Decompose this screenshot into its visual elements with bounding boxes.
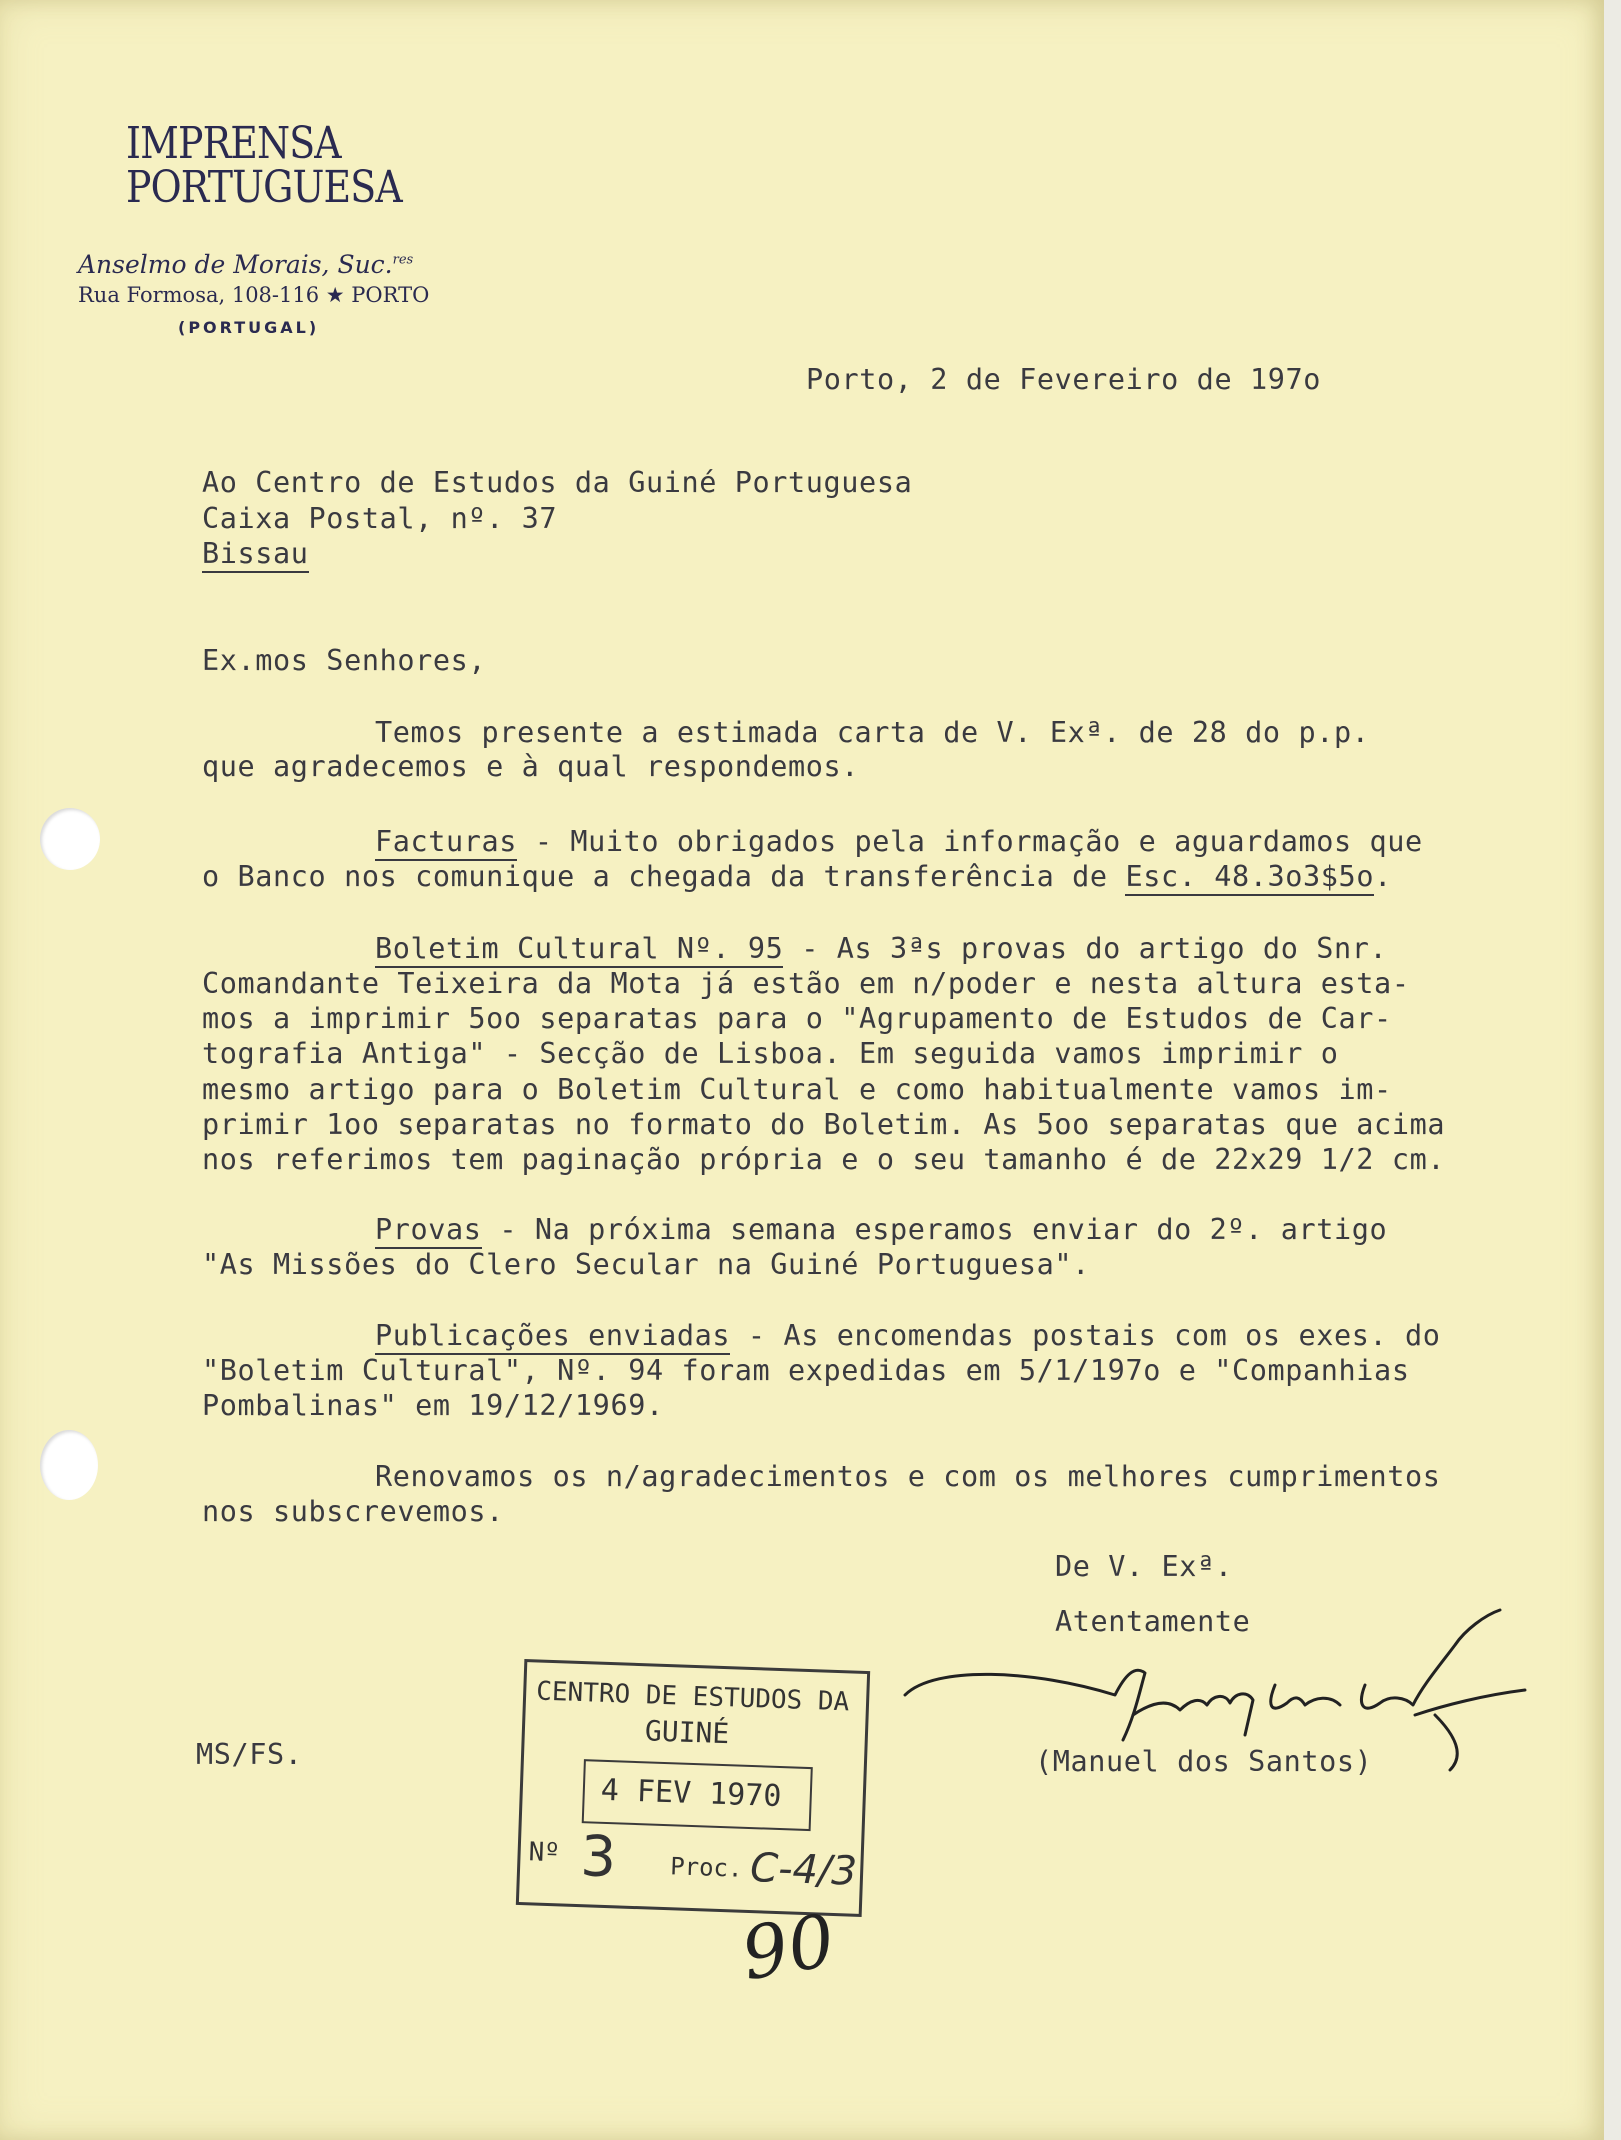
recipient-city: Bissau (202, 537, 309, 573)
punch-hole-bottom (40, 1430, 98, 1500)
facturas-line2-text: o Banco nos comunique a chegada da transferência de (202, 860, 1126, 893)
boletim-line5: mesmo artigo para o Boletim Cultural e como habitualmente vamos im- (202, 1073, 1392, 1106)
boletim-line3: mos a imprimir 5oo separatas para o "Agrupamento de Estudos de Car- (202, 1002, 1392, 1035)
publicacoes-line1 (375, 1319, 1441, 1352)
publicacoes-line3: Pombalinas" em 19/12/1969. (202, 1389, 664, 1422)
stamp-handwritten-number: 90 (735, 1897, 842, 1997)
company-name (126, 118, 402, 213)
stamp-number-label: Nº (528, 1837, 561, 1869)
provas-text: - Na próxima semana esperamos enviar do 2º. artigo (481, 1213, 1388, 1246)
boletim-line7: nos referimos tem paginação própria e o seu tamanho é de 22x29 1/2 cm. (202, 1143, 1446, 1176)
facturas-amount: Esc. 48.3o3$5o (1125, 860, 1374, 896)
publicacoes-text: - As encomendas postais com os exes. do (730, 1319, 1441, 1352)
boletim-line4: tografia Antiga" - Secção de Lisboa. Em seguida vamos imprimir o (202, 1037, 1339, 1070)
recipient-line3 (202, 537, 309, 570)
facturas-line2 (202, 860, 1392, 893)
signoff-line1: De V. Exª. (1055, 1550, 1233, 1583)
facturas-heading: Facturas (375, 825, 517, 861)
facturas-line2-end: . (1374, 860, 1392, 893)
closing-line1: Renovamos os n/agradecimentos e com os melhores cumprimentos (375, 1460, 1441, 1493)
typist-initials: MS/FS. (196, 1738, 303, 1771)
salutation: Ex.mos Senhores, (202, 644, 487, 677)
publicacoes-heading: Publicações enviadas (375, 1319, 730, 1355)
company-country: (PORTUGAL) (178, 318, 320, 337)
company-owner (78, 250, 413, 279)
closing-line2: nos subscrevemos. (202, 1495, 504, 1528)
boletim-line2: Comandante Teixeira da Mota já estão em n/poder e nesta altura esta- (202, 967, 1410, 1000)
letter-date: Porto, 2 de Fevereiro de 197o (806, 363, 1321, 396)
boletim-line6: primir 1oo separatas no formato do Boletim. As 5oo separatas que acima (202, 1108, 1446, 1141)
provas-line1 (375, 1213, 1387, 1246)
facturas-line1 (375, 825, 1423, 858)
company-name-line1: IMPRENSA (126, 118, 341, 169)
body-p1-line2: que agradecemos e à qual respondemos. (202, 750, 860, 783)
company-name-line2: PORTUGUESA (126, 162, 402, 213)
provas-line2: "As Missões do Clero Secular na Guiné Portuguesa". (202, 1248, 1090, 1281)
publicacoes-line2: "Boletim Cultural", Nº. 94 foram expedidas em 5/1/197o e "Companhias (202, 1354, 1410, 1387)
stamp-line2: GUINÉ (644, 1714, 730, 1751)
stamp-line1: CENTRO DE ESTUDOS DA (535, 1676, 850, 1718)
stamp-date: 4 FEV 1970 (600, 1772, 782, 1815)
boletim-text: - As 3ªs provas do artigo do Snr. (783, 932, 1388, 965)
boletim-heading: Boletim Cultural Nº. 95 (375, 932, 783, 968)
company-owner-suffix: res (392, 252, 414, 268)
body-p1-line1: Temos presente a estimada carta de V. Exª. de 28 do p.p. (375, 716, 1370, 749)
scan-background (1604, 0, 1621, 2140)
recipient-line1: Ao Centro de Estudos da Guiné Portuguesa (202, 466, 913, 499)
company-owner-text: Anselmo de Morais, Suc. (78, 250, 393, 279)
stamp-proc-value: C-4/3 (749, 1845, 858, 1895)
stamp-number-value: 3 (579, 1824, 618, 1891)
facturas-text: - Muito obrigados pela informação e aguardamos que (517, 825, 1423, 858)
boletim-line1 (375, 932, 1387, 965)
company-address: Rua Formosa, 108-116 ★ PORTO (78, 283, 430, 307)
receipt-stamp (516, 1659, 870, 1917)
signatory-name: (Manuel dos Santos) (1035, 1745, 1373, 1778)
recipient-line2: Caixa Postal, nº. 37 (202, 502, 558, 535)
stamp-proc-label: Proc. (669, 1852, 743, 1883)
provas-heading: Provas (375, 1213, 482, 1249)
punch-hole-top (40, 808, 100, 870)
signoff-line2: Atentamente (1055, 1605, 1251, 1638)
